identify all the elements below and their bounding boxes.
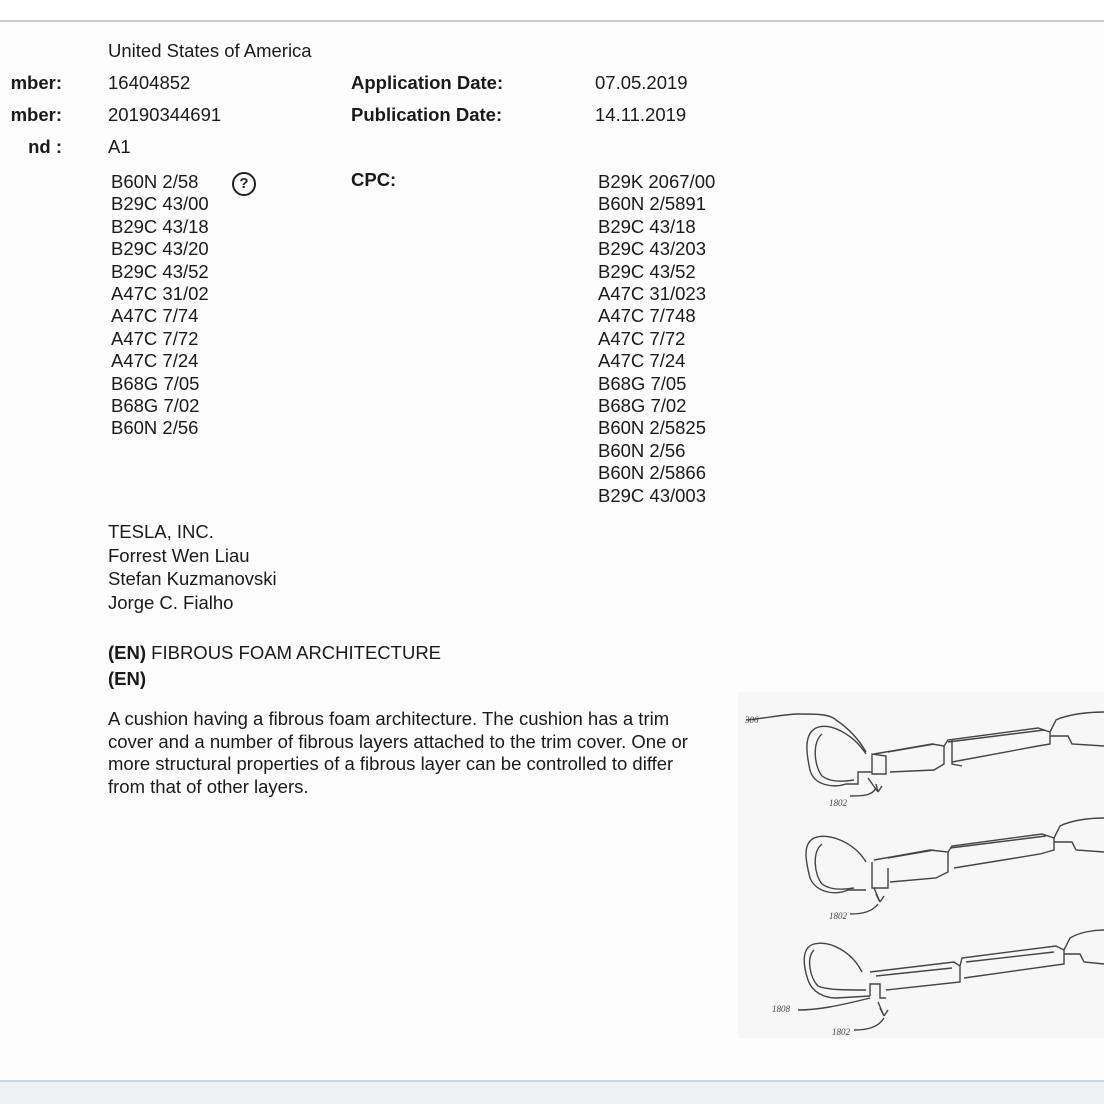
cpc-code: B29C 43/52 — [598, 260, 696, 282]
cpc-code: B68G 7/05 — [598, 372, 687, 394]
cpc-code: A47C 31/023 — [598, 283, 707, 305]
cpc-label: CPC: — [351, 169, 397, 190]
abstract-line: cover and a number of fibrous layers attached to the trim cover. One or — [108, 730, 688, 752]
ipc-code: B29C 43/18 — [111, 215, 209, 237]
title-language-tag-secondary: (EN) — [108, 668, 147, 689]
ipc-code: A47C 7/72 — [111, 327, 199, 349]
abstract-line: more structural properties of a fibrous layer can be controlled to differ — [108, 753, 674, 774]
publication-number-value: 20190344691 — [108, 104, 222, 125]
ipc-code: A47C 31/02 — [111, 283, 209, 305]
cpc-code: B60N 2/5891 — [598, 193, 707, 215]
title-english — [108, 642, 441, 664]
applicant-name: TESLA, INC. — [108, 521, 214, 542]
drawing-label: 1802 — [832, 1027, 850, 1037]
office-value: United States of America — [108, 40, 312, 61]
drawing-label: 1802 — [829, 911, 847, 921]
drawing-label: 306 — [745, 715, 759, 725]
cpc-code: B60N 2/5866 — [598, 462, 707, 484]
ipc-code: A47C 7/74 — [111, 305, 199, 327]
cpc-code: B68G 7/02 — [598, 395, 687, 417]
ipc-code-list — [111, 171, 209, 440]
application-date-value: 07.05.2019 — [595, 72, 688, 93]
cpc-code: B29K 2067/00 — [598, 171, 716, 192]
ipc-code: B29C 43/52 — [111, 260, 209, 282]
application-number-label: mber: — [10, 72, 62, 93]
bottom-bar — [0, 1082, 1104, 1104]
abstract-text — [108, 708, 728, 798]
cpc-code: B29C 43/18 — [598, 215, 696, 237]
ipc-code: B68G 7/05 — [111, 372, 200, 394]
cpc-code: A47C 7/748 — [598, 305, 696, 327]
patent-drawing-thumbnail[interactable] — [738, 692, 1104, 1038]
cpc-code: B60N 2/56 — [598, 439, 686, 461]
ipc-code: B68G 7/02 — [111, 395, 200, 417]
inventor-name: Stefan Kuzmanovski — [108, 568, 277, 589]
parties-block — [108, 520, 277, 614]
cushion-cross-section-drawing — [738, 692, 1104, 1038]
ipc-code: A47C 7/24 — [111, 350, 199, 372]
title-text: FIBROUS FOAM ARCHITECTURE — [146, 642, 442, 663]
ipc-code: B29C 43/00 — [111, 193, 209, 215]
abstract-line: A cushion having a fibrous foam architecture. The cushion has a trim — [108, 708, 670, 729]
ipc-code: B29C 43/20 — [111, 238, 209, 260]
kind-label: nd : — [28, 136, 62, 157]
drawing-label: 1808 — [772, 1004, 790, 1014]
publication-date-label: Publication Date: — [351, 104, 503, 125]
abstract-line: from that of other layers. — [108, 775, 309, 797]
cushion-figure-top — [746, 712, 1104, 796]
publication-date-value: 14.11.2019 — [595, 104, 687, 125]
title-language-tag: (EN) — [108, 642, 147, 663]
cpc-code: B29C 43/203 — [598, 238, 707, 260]
publication-number-label: mber: — [10, 104, 62, 125]
cpc-code: A47C 7/24 — [598, 350, 686, 372]
cushion-figure-middle — [806, 818, 1104, 914]
inventor-name: Jorge C. Fialho — [108, 591, 234, 613]
cushion-figure-bottom — [798, 930, 1104, 1030]
cpc-code: B60N 2/5825 — [598, 417, 707, 439]
cpc-code-list — [598, 171, 715, 507]
help-icon[interactable]: ? — [232, 172, 256, 196]
ipc-code: B60N 2/56 — [111, 417, 199, 439]
ipc-code: B60N 2/58 — [111, 171, 199, 192]
application-date-label: Application Date: — [351, 72, 504, 93]
application-number-value: 16404852 — [108, 72, 191, 93]
drawing-label: 1802 — [829, 798, 847, 808]
inventor-name: Forrest Wen Liau — [108, 544, 250, 566]
cpc-code: B29C 43/003 — [598, 484, 707, 506]
kind-value: A1 — [108, 136, 131, 157]
cpc-code: A47C 7/72 — [598, 327, 686, 349]
